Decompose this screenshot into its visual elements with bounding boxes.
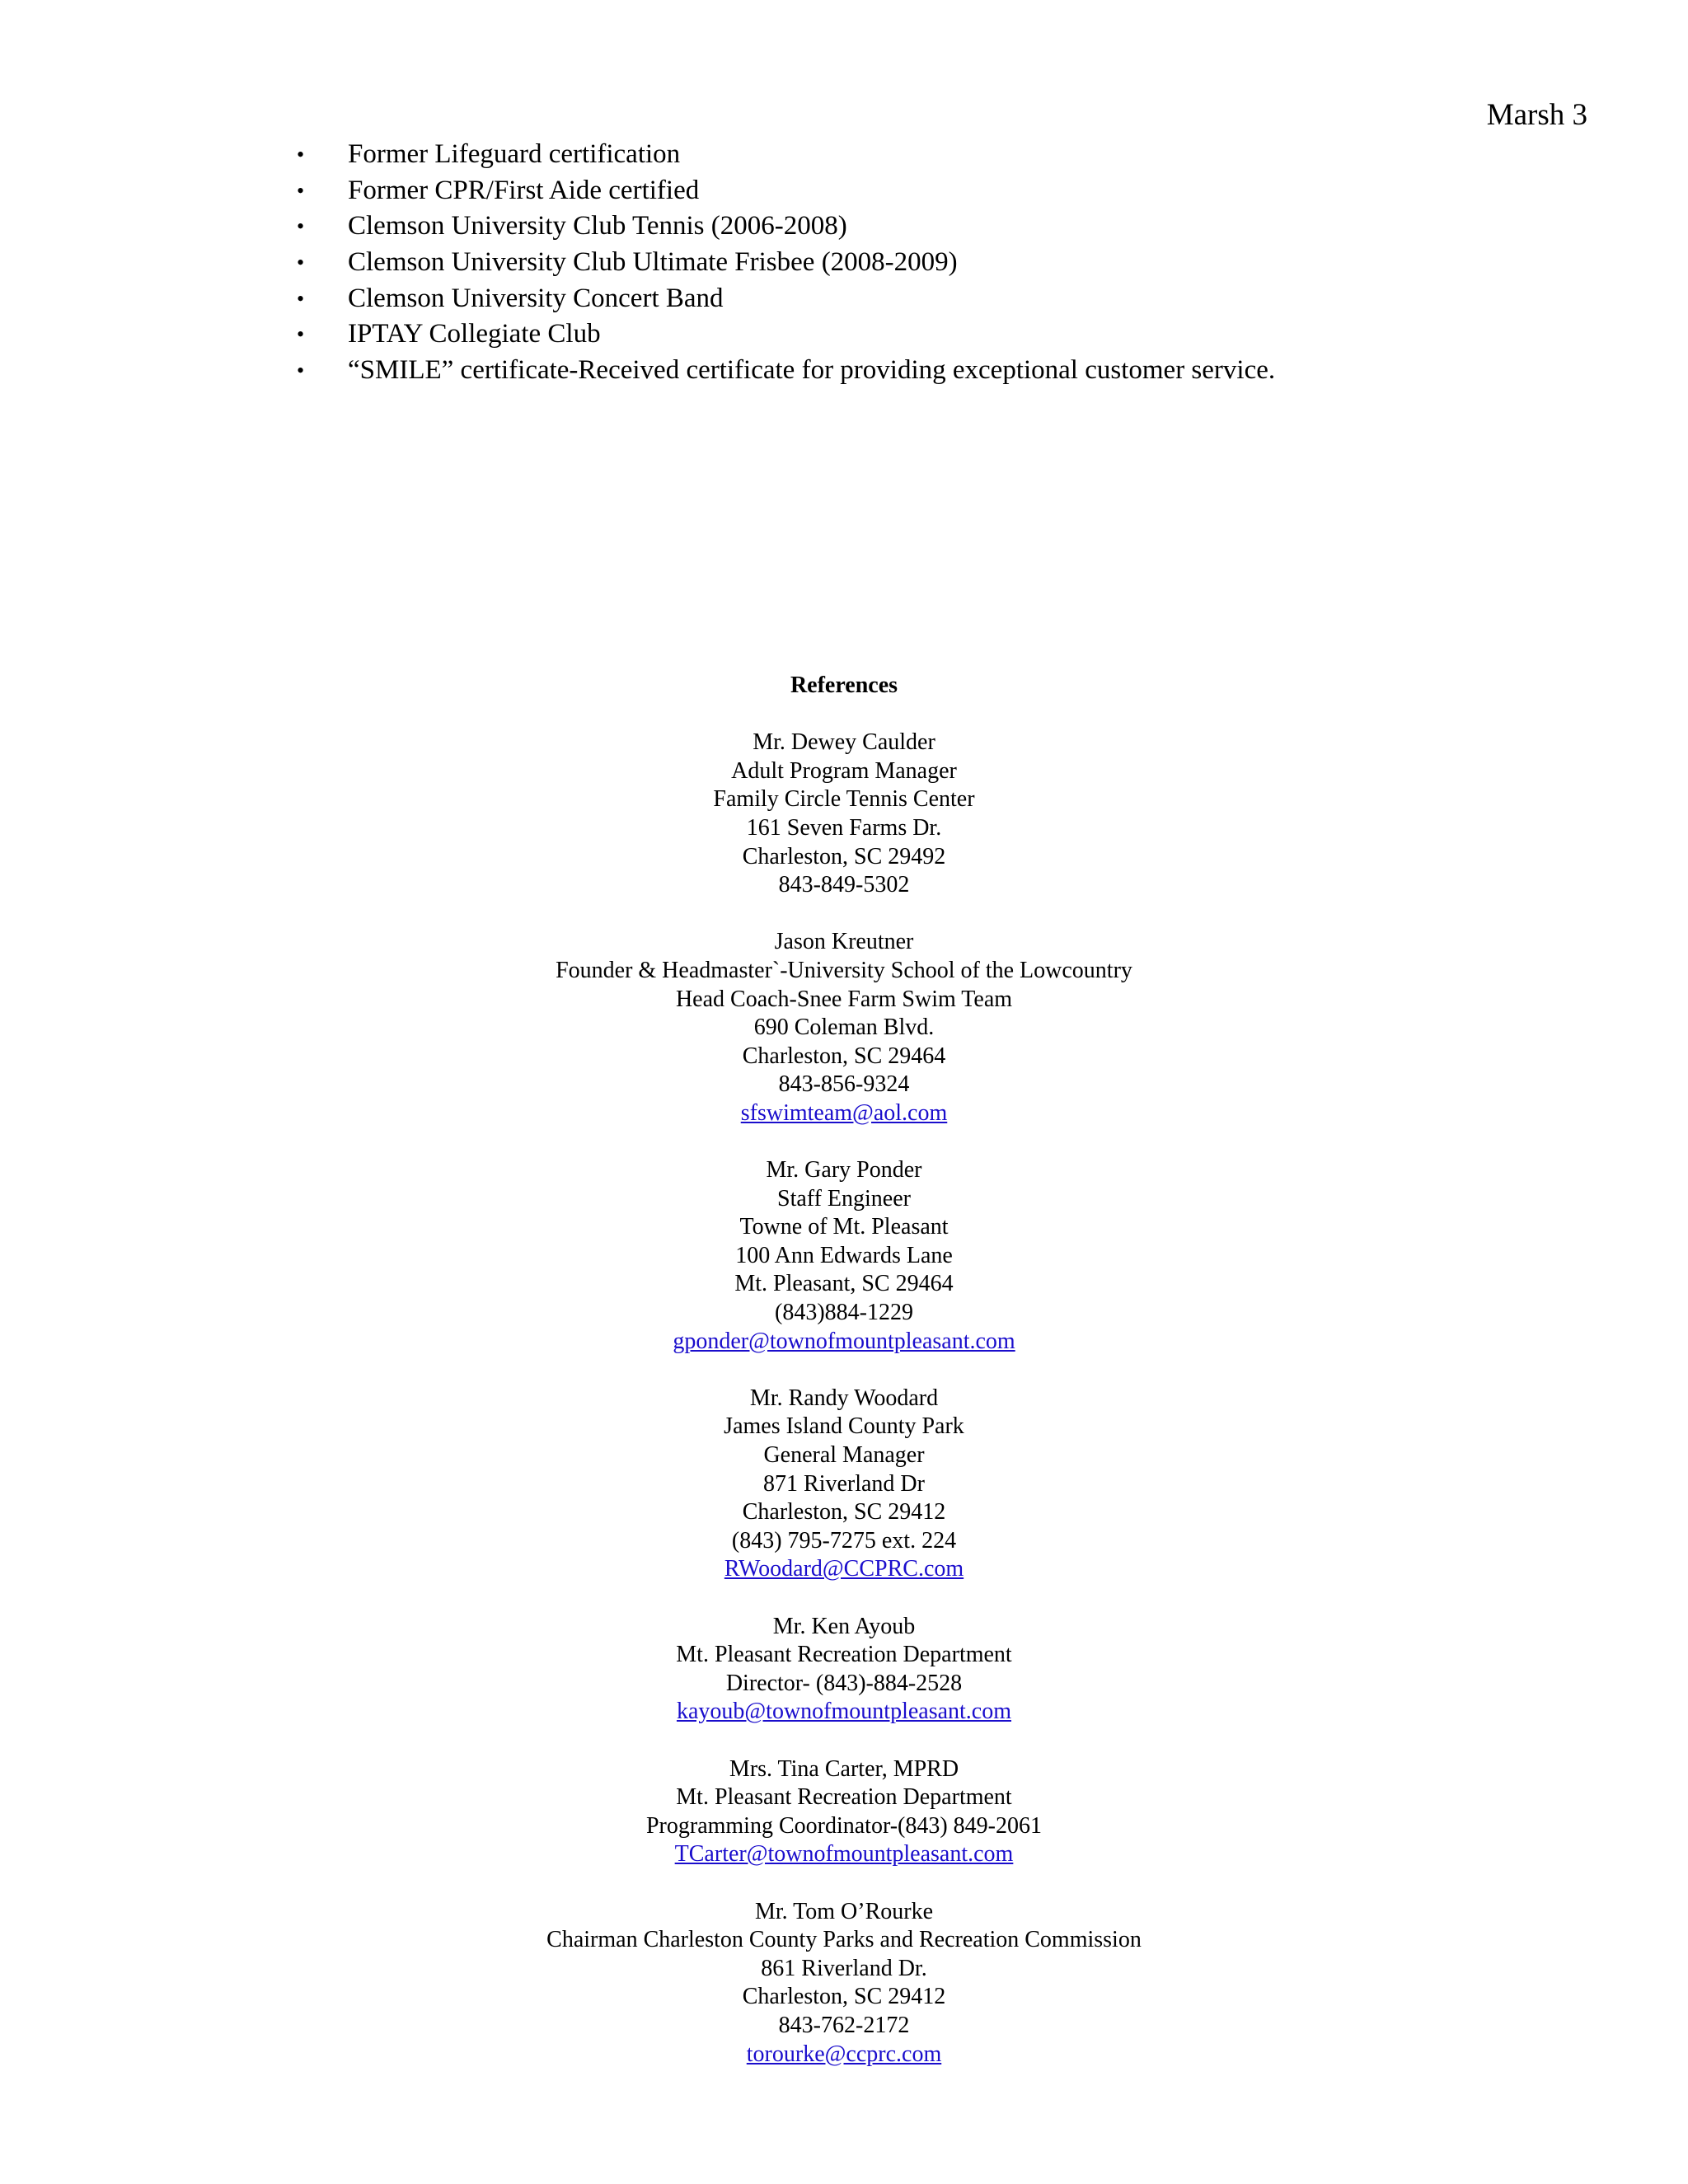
reference-line: Adult Program Manager [731,757,957,784]
list-item [297,353,1275,389]
list-item-text: Clemson University Concert Band [348,283,724,313]
reference-line: 871 Riverland Dr [763,1470,925,1497]
reference-line: Mt. Pleasant, SC 29464 [734,1271,954,1297]
reference-entry-ayoub [0,1613,1688,1727]
reference-line: Family Circle Tennis Center [713,786,975,813]
reference-email-link[interactable]: RWoodard@CCPRC.com [724,1556,964,1582]
reference-phone: Director- (843)-884-2528 [725,1670,963,1696]
reference-phone: 843-856-9324 [778,1071,910,1098]
page-header-label: Marsh 3 [1486,98,1587,132]
reference-name: Mr. Randy Woodard [749,1385,939,1411]
list-item-text: IPTAY Collegiate Club [348,319,601,349]
reference-name: Mrs. Tina Carter, MPRD [729,1755,959,1782]
reference-email-link[interactable]: gponder@townofmountpleasant.com [673,1328,1015,1354]
reference-line: 100 Ann Edwards Lane [735,1242,953,1268]
reference-line: Charleston, SC 29464 [742,1043,946,1069]
bullet-icon: • [297,214,305,239]
list-item [297,209,1275,245]
reference-line: 161 Seven Farms Dr. [746,814,942,841]
reference-line: General Manager [763,1442,925,1469]
reference-line: Mt. Pleasant Recreation Department [676,1642,1012,1668]
reference-phone: 843-849-5302 [778,872,910,898]
reference-entry-kreutner [0,928,1688,1127]
reference-line: Chairman Charleston County Parks and Recreation Commission [546,1927,1142,1953]
list-item-text: “SMILE” certificate-Received certificate for providing exceptional customer service. [348,355,1276,386]
reference-phone: (843) 795-7275 ext. 224 [731,1527,957,1554]
reference-line: Founder & Headmaster`-University School of the Lowcountry [556,957,1132,983]
bullet-icon: • [297,178,305,203]
reference-entry-ponder [0,1156,1688,1356]
list-item-text: Clemson University Club Ultimate Frisbee (2008-2009) [348,247,958,278]
list-item-text: Former Lifeguard certification [348,139,681,169]
list-item-text: Clemson University Club Tennis (2006-2008) [348,211,847,241]
bullet-icon: • [297,322,305,347]
reference-entry-orourke [0,1898,1688,2069]
reference-email-link[interactable]: sfswimteam@aol.com [740,1099,948,1126]
reference-name: Mr. Tom O’Rourke [754,1898,934,1924]
list-item [297,173,1275,209]
list-item-text: Former CPR/First Aide certified [348,175,700,205]
reference-line: Charleston, SC 29492 [742,843,946,869]
reference-line: Mt. Pleasant Recreation Department [676,1784,1012,1811]
reference-email-link[interactable]: torourke@ccprc.com [746,2041,942,2067]
reference-phone: 843-762-2172 [778,2012,910,2038]
reference-line: Charleston, SC 29412 [742,1984,946,2010]
reference-name: Jason Kreutner [774,929,914,955]
list-item [297,281,1275,317]
reference-email-link[interactable]: TCarter@townofmountpleasant.com [674,1841,1014,1868]
reference-name: Mr. Dewey Caulder [753,729,935,756]
list-item [297,245,1275,281]
reference-phone: (843)884-1229 [775,1300,913,1326]
bullet-icon: • [297,143,305,166]
reference-entry-caulder [0,729,1688,900]
reference-name: Mr. Gary Ponder [766,1157,922,1183]
reference-line: James Island County Park [724,1413,964,1440]
reference-name: Mr. Ken Ayoub [772,1613,916,1639]
reference-line: Staff Engineer [777,1185,911,1212]
references-section [0,672,1688,2069]
reference-entry-carter [0,1755,1688,1869]
references-title: References [790,673,898,698]
bullet-icon: • [297,359,305,383]
reference-line: Head Coach-Snee Farm Swim Team [675,986,1013,1012]
list-item [297,137,1275,173]
reference-entry-woodard [0,1385,1688,1584]
reference-phone: Programming Coordinator-(843) 849-2061 [645,1812,1043,1839]
reference-line: Charleston, SC 29412 [742,1499,946,1526]
bullet-icon: • [297,251,305,275]
reference-line: 861 Riverland Dr. [761,1955,927,1981]
reference-email-link[interactable]: kayoub@townofmountpleasant.com [676,1699,1012,1725]
bullet-icon: • [297,286,305,311]
list-item [297,316,1275,353]
reference-line: Towne of Mt. Pleasant [739,1214,949,1240]
reference-line: 690 Coleman Blvd. [753,1015,935,1041]
activities-list [297,137,1275,389]
